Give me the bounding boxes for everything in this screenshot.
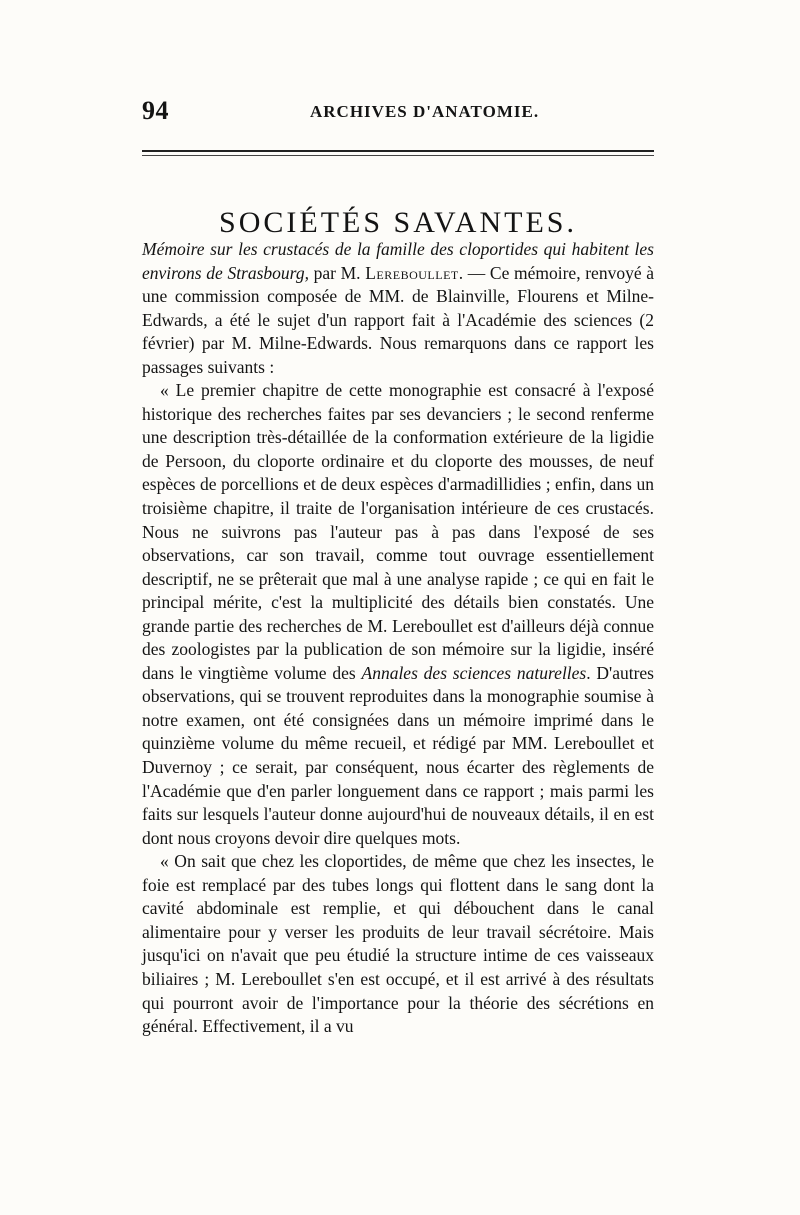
paragraph-2-text-a: « Le premier chapitre de cette monographie est consacré à l'exposé historique des recherches faites par ses devanciers ; le second renferme une description très-détaillée de la conformation extérieure de la ligidie de Persoon, du cloporte ordinaire et du cloporte des mousses, de neuf espèces de porcellions et de deux espèces d'armadillidies ; enfin, dans un troisième chapitre, il traite de l'organisation intérieure de ces crustacés. Nous ne suivrons pas l'auteur pas à pas dans l'exposé de ses observations, car son travail, comme tout ouvrage essentiellement descriptif, ne se prêterait que mal à une analyse rapide ; ce qui en fait le principal mérite, c'est la multiplicité des détails bien constatés. Une grande partie des recherches de M. Lereboullet est d'ailleurs déjà connue des zoologistes par la publication de son mémoire sur la ligidie, inséré dans le vingtième volume des [142,380,654,683]
header-rule [142,150,654,156]
page-header [142,96,654,126]
running-head: ARCHIVES D'ANATOMIE. [310,102,540,121]
paragraph-2-text-b: . D'autres observations, qui se trouvent reproduites dans la monographie soumise à notre examen, ont été consignées dans un mémoire imprimé dans le quinzième volume du même recueil, et rédigé par MM. Lereboullet et Duvernoy ; ce serait, par conséquent, nous écarter des règlements de l'Académie que d'en parler longuement dans ce rapport ; mais parmi les faits sur lesquels l'auteur donne aujourd'hui de nouveaux détails, il en est dont nous croyons devoir dire quelques mots. [142,662,654,848]
journal-title: Annales des sciences naturelles [361,662,587,683]
paragraph-3-text: « On sait que chez les cloportides, de même que chez les insectes, le foie est remplacé par des tubes longs qui flottent dans le sang dont la cavité abdominale est remplie, et qui débouchent dans le canal alimentaire pour y verser les produits de leur travail sécrétoire. Mais jusqu'ici on n'avait que peu étudié la structure intime de ces vaisseaux biliaires ; M. Lereboullet s'en est occupé, et il est arrivé à des résultats qui pourront avoir de l'importance pour la théorie des sécrétions en général. Effectivement, il a vu [142,851,654,1037]
memoir-title: Mémoire sur les crustacés de la famille des cloportides qui habitent les environs de Strasbourg, [142,239,654,283]
paragraph-2 [142,379,654,850]
article-body [142,238,654,1039]
paragraph-1 [142,238,654,379]
paragraph-1-text: . — Ce mémoire, renvoyé à une commission composée de MM. de Blainville, Flourens et Milne-Edwards, a été le sujet d'un rapport fait à l'Académie des sciences (2 février) par M. Milne-Edwards. Nous remarquons dans ce rapport les passages suivants : [142,262,655,377]
paragraph-3 [142,850,654,1038]
section-title: SOCIÉTÉS SAVANTES. [219,206,577,240]
page-number: 94 [142,96,169,125]
by-text: par M. [308,262,366,283]
author-name: Lereboullet [365,262,459,283]
